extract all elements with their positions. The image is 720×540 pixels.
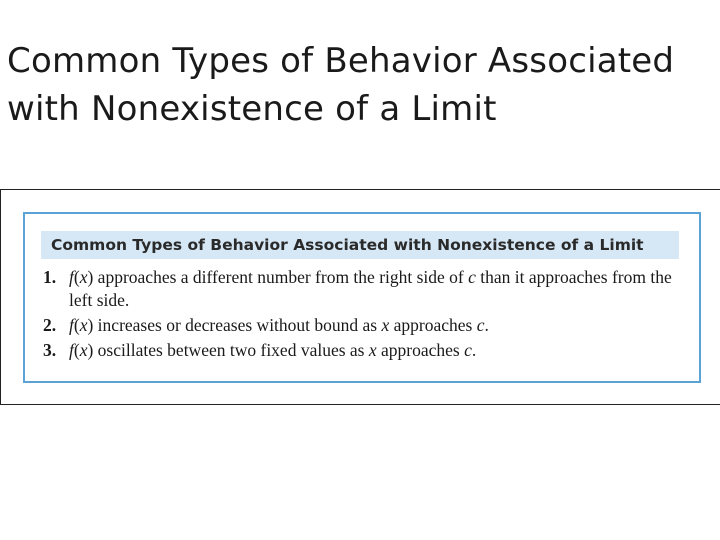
text-run: approaches xyxy=(389,315,477,335)
text-run: ( xyxy=(73,340,80,360)
list-item xyxy=(41,314,685,337)
math-variable: f xyxy=(69,315,74,335)
definition-box-header: Common Types of Behavior Associated with Nonexistence of a Limit xyxy=(41,231,679,259)
list-item xyxy=(41,339,685,362)
list-item-text xyxy=(69,340,476,360)
list-item-text xyxy=(69,267,672,310)
text-run: . xyxy=(484,315,489,335)
text-run: ) increases or decreases without bound as xyxy=(87,315,382,335)
list-item-number: 2. xyxy=(43,315,57,335)
text-run: ) approaches a different number from the right side of xyxy=(87,267,469,287)
text-run: approaches xyxy=(376,340,465,360)
math-variable: x xyxy=(79,267,88,287)
math-variable: x xyxy=(79,340,88,360)
list-item-text xyxy=(69,315,489,335)
definition-box xyxy=(23,212,701,383)
behavior-list xyxy=(41,266,685,364)
slide-title: Common Types of Behavior Associated with Nonexistence of a Limit xyxy=(7,41,675,129)
list-item xyxy=(41,266,685,312)
math-variable: x xyxy=(368,340,377,360)
text-run: . xyxy=(471,340,477,360)
math-variable: c xyxy=(476,315,485,335)
text-run: ( xyxy=(73,267,80,287)
text-run: than it approaches from the left side. xyxy=(69,267,672,310)
math-variable: c xyxy=(464,340,472,360)
list-item-number: 1. xyxy=(43,267,57,287)
math-variable: x xyxy=(79,315,88,335)
math-variable: c xyxy=(468,267,476,287)
math-variable: f xyxy=(69,267,74,287)
textbook-excerpt-image xyxy=(0,189,720,405)
math-variable: x xyxy=(381,315,390,335)
text-run: ( xyxy=(73,315,80,335)
math-variable: f xyxy=(69,340,74,360)
list-item-number: 3. xyxy=(43,340,57,360)
text-run: ) oscillates between two fixed values as xyxy=(87,340,369,360)
